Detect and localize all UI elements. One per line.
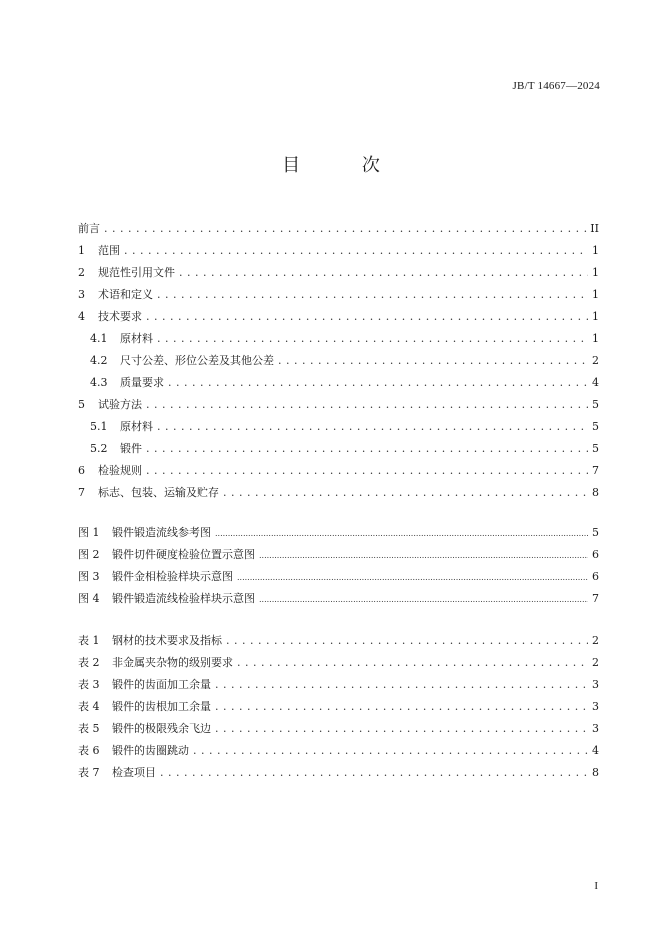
table-entry[interactable] — [78, 762, 599, 784]
tables-list — [78, 630, 599, 784]
toc-entry-page: 1 — [592, 332, 599, 345]
dot-leader — [157, 416, 588, 438]
figure-entry-label: 锻件锻造流线检验样块示意图 — [112, 592, 255, 605]
figure-entry[interactable] — [78, 588, 599, 610]
toc-entry-text — [90, 438, 142, 460]
table-entry-text — [78, 762, 156, 784]
figure-entry-number: 图 3 — [78, 570, 100, 583]
toc-entry-label: 检验规则 — [98, 464, 142, 477]
table-entry-number: 表 2 — [78, 656, 100, 669]
toc-entry-page: 8 — [592, 486, 599, 499]
dot-leader — [104, 218, 587, 240]
table-entry-page: 3 — [592, 678, 599, 691]
toc-entry-page: 1 — [592, 288, 599, 301]
table-entry-text — [78, 718, 211, 740]
dot-leader — [226, 630, 588, 652]
toc-entry[interactable] — [78, 262, 599, 284]
contents-list — [78, 218, 599, 504]
toc-entry[interactable] — [78, 284, 599, 306]
table-entry-page: 2 — [592, 634, 599, 647]
toc-entry-text — [78, 218, 100, 240]
table-entry-label: 钢材的技术要求及指标 — [112, 634, 222, 647]
dot-leader — [237, 566, 588, 589]
dot-leader — [168, 372, 588, 394]
table-entry-number: 表 6 — [78, 744, 100, 757]
dot-leader — [215, 696, 588, 718]
table-entry-number: 表 4 — [78, 700, 100, 713]
toc-entry-page: 5 — [592, 442, 599, 455]
toc-entry-page: 7 — [592, 464, 599, 477]
toc-entry-text — [78, 460, 142, 482]
page-number: I — [594, 880, 598, 892]
toc-entry[interactable] — [78, 416, 599, 438]
toc-entry-label: 标志、包装、运输及贮存 — [98, 486, 219, 499]
toc-entry[interactable] — [78, 328, 599, 350]
table-entry-label: 锻件的极限残余飞边 — [112, 722, 211, 735]
figure-entry[interactable] — [78, 522, 599, 544]
table-entry-label: 锻件的齿圈跳动 — [112, 744, 189, 757]
table-entry-page: 4 — [592, 744, 599, 757]
dot-leader — [124, 240, 588, 262]
dot-leader — [215, 718, 588, 740]
table-entry-text — [78, 740, 189, 762]
toc-entry-label: 规范性引用文件 — [98, 266, 175, 279]
toc-entry-text — [90, 416, 153, 438]
figures-list — [78, 522, 599, 610]
toc-entry-number: 6 — [78, 464, 85, 477]
table-entry-text — [78, 696, 211, 718]
toc-entry-label: 前言 — [78, 222, 100, 235]
figure-entry-number: 图 2 — [78, 548, 100, 561]
toc-entry[interactable] — [78, 394, 599, 416]
toc-entry-text — [78, 306, 142, 328]
dot-leader — [215, 522, 588, 545]
table-entry-label: 非金属夹杂物的级别要求 — [112, 656, 233, 669]
dot-leader — [157, 328, 588, 350]
table-entry[interactable] — [78, 740, 599, 762]
toc-entry-label: 原材料 — [120, 420, 153, 433]
toc-entry-label: 术语和定义 — [98, 288, 153, 301]
toc-entry-label: 试验方法 — [98, 398, 142, 411]
table-entry-page: 3 — [592, 700, 599, 713]
table-entry-page: 2 — [592, 656, 599, 669]
toc-entry-number: 4 — [78, 310, 85, 323]
table-entry-page: 3 — [592, 722, 599, 735]
table-entry-label: 检查项目 — [112, 766, 156, 779]
toc-entry[interactable] — [78, 350, 599, 372]
toc-entry-text — [90, 328, 153, 350]
toc-entry-text — [78, 262, 175, 284]
toc-entry-page: 4 — [592, 376, 599, 389]
dot-leader — [146, 460, 588, 482]
toc-entry-number: 2 — [78, 266, 85, 279]
table-entry-label: 锻件的齿根加工余量 — [112, 700, 211, 713]
dot-leader — [259, 588, 588, 611]
table-entry-number: 表 7 — [78, 766, 100, 779]
toc-entry-page: 5 — [592, 420, 599, 433]
toc-entry-number: 5.2 — [90, 442, 108, 455]
toc-entry[interactable] — [78, 438, 599, 460]
toc-entry-text — [90, 350, 274, 372]
figure-entry-page: 6 — [592, 570, 599, 583]
toc-entry-page: 1 — [592, 310, 599, 323]
toc-entry-text — [78, 284, 153, 306]
toc-entry[interactable] — [78, 460, 599, 482]
figure-entry-text — [78, 588, 255, 610]
table-entry-number: 表 1 — [78, 634, 100, 647]
table-entry[interactable] — [78, 696, 599, 718]
dot-leader — [278, 350, 588, 372]
table-entry-text — [78, 674, 211, 696]
toc-entry-page: 1 — [592, 244, 599, 257]
dot-leader — [237, 652, 588, 674]
dot-leader — [160, 762, 588, 784]
toc-entry-label: 尺寸公差、形位公差及其他公差 — [120, 354, 274, 367]
figure-entry-text — [78, 544, 255, 566]
toc-entry-number: 1 — [78, 244, 85, 257]
toc-entry-text — [78, 482, 219, 504]
figure-entry-number: 图 4 — [78, 592, 100, 605]
page-title: 目 次 — [282, 155, 408, 176]
table-entry[interactable] — [78, 674, 599, 696]
table-entry-number: 表 3 — [78, 678, 100, 691]
toc-entry-text — [90, 372, 164, 394]
toc-entry-number: 5 — [78, 398, 85, 411]
toc-entry-number: 4.1 — [90, 332, 108, 345]
standard-id: JB/T 14667—2024 — [512, 80, 600, 92]
dot-leader — [146, 394, 588, 416]
figure-entry-page: 7 — [592, 592, 599, 605]
dot-leader — [259, 544, 588, 567]
figure-entry-label: 锻件切件硬度检验位置示意图 — [112, 548, 255, 561]
toc-entry-page: 1 — [592, 266, 599, 279]
dot-leader — [146, 438, 588, 460]
toc-entry-page: 2 — [592, 354, 599, 367]
dot-leader — [193, 740, 588, 762]
figure-entry-text — [78, 522, 211, 544]
toc-entry-text — [78, 240, 120, 262]
figure-entry-text — [78, 566, 233, 588]
toc-entry-number: 7 — [78, 486, 85, 499]
table-entry[interactable] — [78, 718, 599, 740]
toc-entry-page: II — [590, 222, 599, 235]
toc-entry[interactable] — [78, 306, 599, 328]
figure-entry-number: 图 1 — [78, 526, 100, 539]
dot-leader — [223, 482, 588, 504]
table-entry-text — [78, 630, 222, 652]
dot-leader — [215, 674, 588, 696]
toc-entry-label: 锻件 — [120, 442, 142, 455]
toc-entry[interactable] — [78, 218, 599, 240]
dot-leader — [146, 306, 588, 328]
table-entry-label: 锻件的齿面加工余量 — [112, 678, 211, 691]
toc-entry-label: 原材料 — [120, 332, 153, 345]
figure-entry[interactable] — [78, 544, 599, 566]
toc-entry-label: 质量要求 — [120, 376, 164, 389]
figure-entry-page: 6 — [592, 548, 599, 561]
toc-entry[interactable] — [78, 240, 599, 262]
dot-leader — [157, 284, 588, 306]
figure-entry[interactable] — [78, 566, 599, 588]
toc-entry-number: 4.3 — [90, 376, 108, 389]
toc-entry-page: 5 — [592, 398, 599, 411]
figure-entry-label: 锻件锻造流线参考图 — [112, 526, 211, 539]
figure-entry-label: 锻件金相检验样块示意图 — [112, 570, 233, 583]
dot-leader — [179, 262, 588, 284]
table-entry-number: 表 5 — [78, 722, 100, 735]
table-entry[interactable] — [78, 630, 599, 652]
table-entry-page: 8 — [592, 766, 599, 779]
table-entry[interactable] — [78, 652, 599, 674]
toc-entry-label: 技术要求 — [98, 310, 142, 323]
toc-entry-text — [78, 394, 142, 416]
toc-entry-number: 3 — [78, 288, 85, 301]
toc-entry[interactable] — [78, 372, 599, 394]
table-entry-text — [78, 652, 233, 674]
figure-entry-page: 5 — [592, 526, 599, 539]
toc-entry-label: 范围 — [98, 244, 120, 257]
toc-entry-number: 5.1 — [90, 420, 108, 433]
toc-entry-number: 4.2 — [90, 354, 108, 367]
toc-entry[interactable] — [78, 482, 599, 504]
